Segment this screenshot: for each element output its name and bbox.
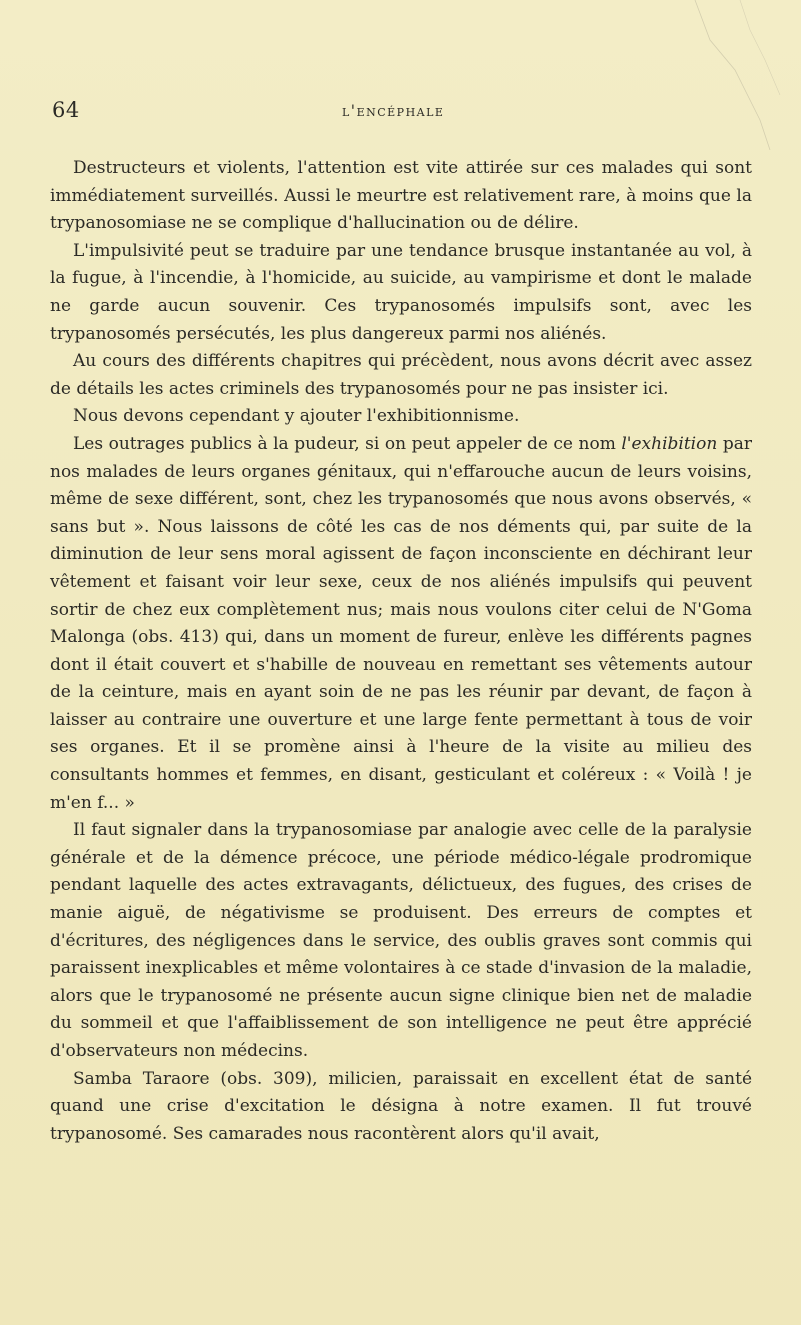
body-text [50,155,752,1148]
paragraph: Destructeurs et violents, l'attention est vite attirée sur ces malades qui sont immédiatement surveillés. Aussi le meurtre est relativement rare, à moins que la trypanosomiase ne se complique d'hallucination ou de délire. [50,158,752,234]
paragraph-text: par nos malades de leurs organes génitaux, qui n'effarouche aucun de leurs voisins, même de sexe différent, sont, chez les trypanosomés que nous avons observés, « sans but ». Nous laissons de côté les cas de nos déments qui, par suite de la diminution de leur sens moral agissent de façon inconsciente en déchirant leur vêtement et faisant voir leur sexe, ceux de nos aliénés impulsifs qui peuvent sortir de chez eux complètement nus; mais nous voulons citer celui de N'Goma Malonga (obs. 413) qui, dans un moment de fureur, enlève les différents pagnes dont il était couvert et s'habille de nouveau en remettant ses vêtements autour de la ceinture, mais en ayant soin de ne pas les réunir par devant, de façon à laisser au contraire une ouverture et une large fente permettant à tous de voir ses organes. Et il se promène ainsi à l'heure de la visite au milieu des consultants hommes et femmes, en disant, gesticulant et coléreux : « Voilà ! je m'en f... » [50,433,752,813]
paragraph: Il faut signaler dans la trypanosomiase par analogie avec celle de la paralysie générale et de la démence précoce, une période médico-légale prodromique pendant laquelle des actes extravagants, délictueux, des fugues, des crises de manie aiguë, de négativisme se produisent. Des erreurs de comptes et d'écritures, des négligences dans le service, des oublis graves sont commis qui paraissent inexplicables et même volontaires à ce stade d'invasion de la maladie, alors que le trypanosomé ne présente aucun signe clinique bien net de maladie du sommeil et que l'affaiblissement de son intelligence ne peut être apprécié d'observateurs non médecins. [50,820,752,1061]
paragraph: Nous devons cependant y ajouter l'exhibitionnisme. [73,406,520,427]
paragraph: Samba Taraore (obs. 309), milicien, paraissait en excellent état de santé quand une crise d'excitation le désigna à notre examen. Il fut trouvé trypanosomé. Ses camarades nous racontèrent alors qu'il avait, [50,1068,752,1144]
italic-term: l'exhibition [621,433,718,454]
paragraph [50,431,752,817]
running-title: l'encéphale [342,102,445,120]
paragraph: Au cours des différents chapitres qui précèdent, nous avons décrit avec assez de détails les actes criminels des trypanosomés pour ne pas insister ici. [50,351,752,399]
paragraph-text: Les outrages publics à la pudeur, si on peut appeler de ce nom [73,433,622,454]
page-header [52,96,752,124]
scan-artifact [640,0,800,150]
page-number: 64 [52,98,80,122]
paragraph: L'impulsivité peut se traduire par une tendance brusque instantanée au vol, à la fugue, à l'incendie, à l'homicide, au suicide, au vampirisme et dont le malade ne garde aucun souvenir. Ces trypanosomés impulsifs sont, avec les trypanosomés persécutés, les plus dangereux parmi nos aliénés. [50,240,752,344]
